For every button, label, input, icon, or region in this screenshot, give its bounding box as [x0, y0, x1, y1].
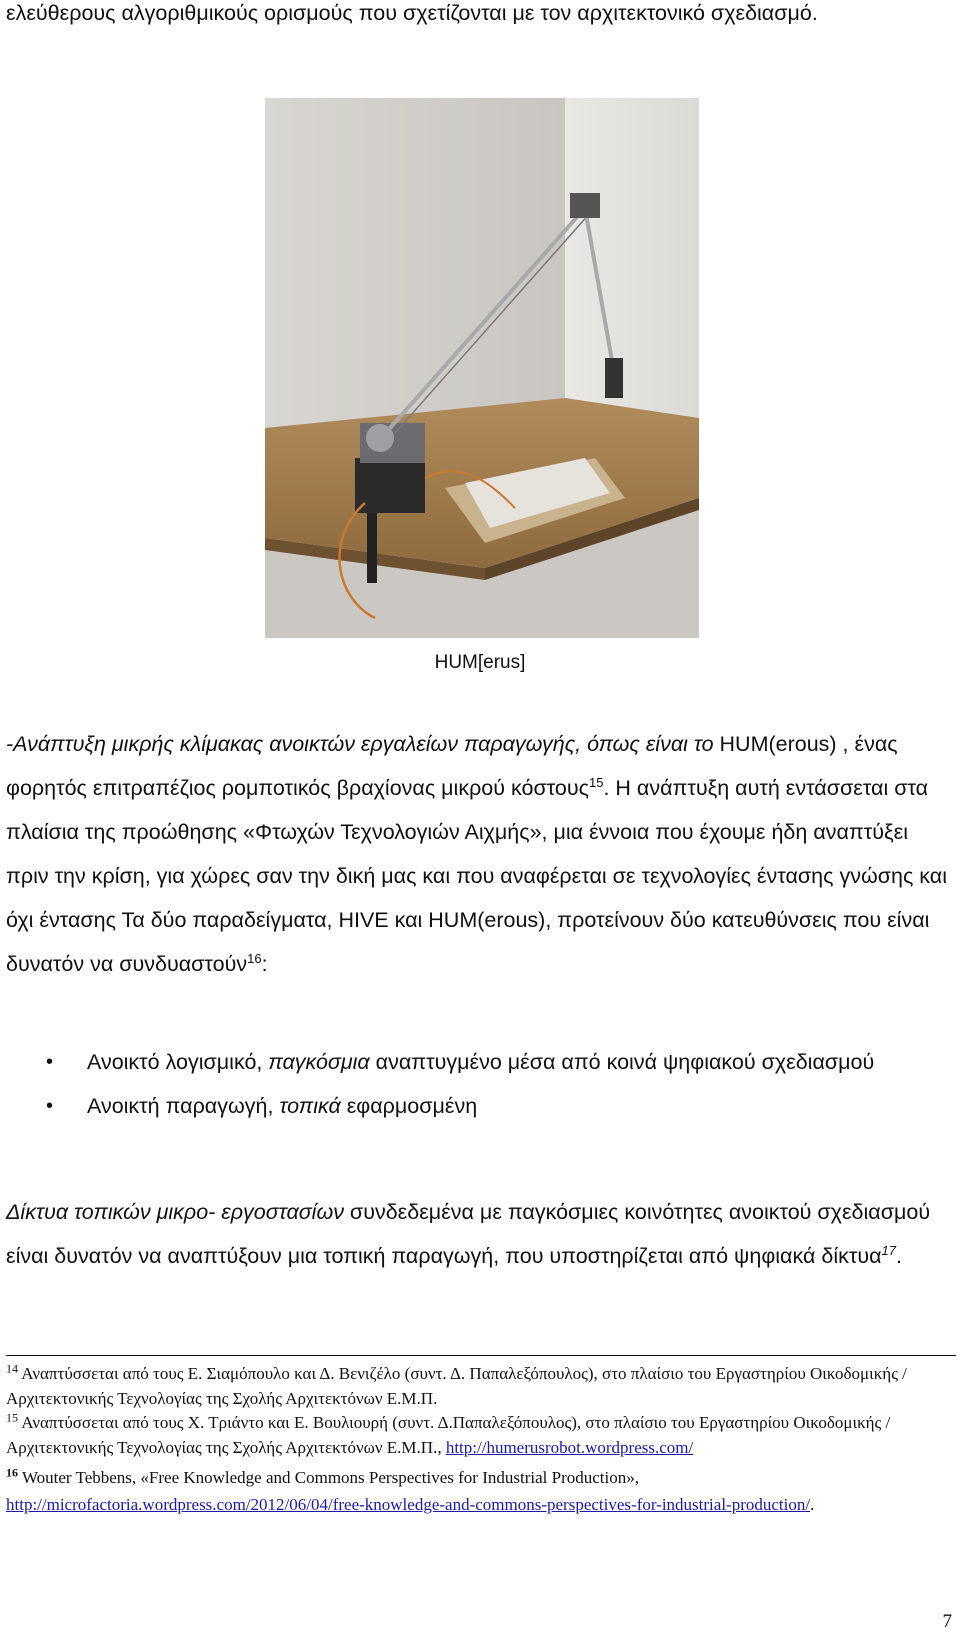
paragraph-2-text: συνδεδεμένα με παγκόσμιες κοινότητες ανοικτού σχεδιασμού είναι δυνατόν να αναπτύξουν μια τοπική παραγωγή, που υποστηρίζεται από ψηφιακά δίκτυα	[6, 1200, 931, 1268]
robot-arm-illustration	[265, 98, 699, 638]
list-item	[40, 1040, 940, 1084]
body-paragraph-2	[6, 1190, 954, 1278]
footnote-ref-17[interactable]: 17	[881, 1242, 896, 1258]
bullet-text: αναπτυγμένο μέσα από κοινά ψηφιακού σχεδιασμού	[369, 1050, 875, 1074]
footnote-14	[6, 1362, 954, 1411]
footnote-end: .	[810, 1495, 815, 1514]
paragraph-2-lead: Δίκτυα τοπικών μικρο- εργοστασίων	[6, 1200, 344, 1224]
paragraph-2-end: .	[896, 1244, 902, 1268]
footnotes	[6, 1362, 954, 1518]
bullet-text: Ανοικτή παραγωγή,	[87, 1094, 280, 1118]
bullet-emphasis: παγκόσμια	[268, 1050, 370, 1074]
intro-paragraph: ελεύθερους αλγοριθμικούς ορισμούς που σχετίζονται με τον αρχιτεκτονικό σχεδιασμό.	[6, 1, 818, 25]
bullet-text: Ανοικτό λογισμικό,	[87, 1050, 269, 1074]
page-number: 7	[942, 1611, 952, 1632]
footnote-text: Wouter Tebbens, «Free Knowledge and Commons Perspectives for Industrial Production»,	[18, 1468, 639, 1487]
footnote-15-link[interactable]: http://humerusrobot.wordpress.com/	[445, 1437, 694, 1457]
footnote-text: Αναπτύσσεται από τους Χ. Τριάντο και Ε. Βουλιουρή (συντ. Δ.Παπαλεξόπουλος), στο πλαίσιο του Εργαστηρίου Οικοδομικής / Αρχιτεκτονικής Τεχνολογίας της Σχολής Αρχιτεκτόνων Ε.Μ.Π.,	[6, 1413, 891, 1457]
footnote-number: 14	[6, 1361, 18, 1376]
paragraph-1-text-a: HUM(erous) , ένας φορητός επιτραπέζιος ρομποτικός βραχίονας μικρού κόστους	[6, 732, 898, 800]
bullet-emphasis: τοπικά	[279, 1094, 341, 1118]
footnote-number: 15	[6, 1410, 18, 1425]
footnote-16-link[interactable]: http://microfactoria.wordpress.com/2012/06/04/free-knowledge-and-commons-perspectives-for-industrial-production/	[6, 1495, 811, 1514]
paragraph-1-text-b: . Η ανάπτυξη αυτή εντάσσεται στα πλαίσια της προώθησης «Φτωχών Τεχνολογιών Αιχμής», μια έννοια που έχουμε ήδη αναπτύξει πριν την κρίση, για χώρες σαν την δική μας και που αναφέρεται σε τεχνολογίες έντασης γνώσης και όχι έντασης Τα δύο παραδείγματα, HIVE και HUM(erous), προτείνουν δύο κατευθύνσεις που είναι δυνατόν να συνδυαστούν	[6, 776, 947, 976]
footnote-16	[6, 1464, 954, 1518]
footnote-text: Αναπτύσσεται από τους Ε. Σιαμόπουλο και Δ. Βενιζέλο (συντ. Δ. Παπαλεξόπουλος), στο πλαίσιο του Εργαστηρίου Οικοδομικής / Αρχιτεκτονικής Τεχνολογίας της Σχολής Αρχιτεκτόνων Ε.Μ.Π.	[6, 1364, 907, 1408]
paragraph-1-lead: -Ανάπτυξη μικρής κλίμακας ανοικτών εργαλείων παραγωγής, όπως είναι το	[6, 732, 714, 756]
footnote-15	[6, 1411, 954, 1460]
robot-arm-photo	[265, 98, 699, 638]
figure-caption: HUM[erus]	[434, 652, 526, 673]
footnote-ref-16[interactable]: 16	[247, 950, 262, 966]
footnote-separator	[6, 1355, 956, 1356]
body-paragraph-1	[6, 722, 954, 986]
footnote-ref-15[interactable]: 15	[588, 774, 604, 790]
paragraph-1-text-c: :	[261, 952, 268, 976]
list-item	[40, 1084, 940, 1128]
bullet-text: εφαρμοσμένη	[340, 1094, 478, 1118]
footnote-number: 16	[6, 1465, 18, 1480]
bullet-list	[40, 1040, 940, 1128]
